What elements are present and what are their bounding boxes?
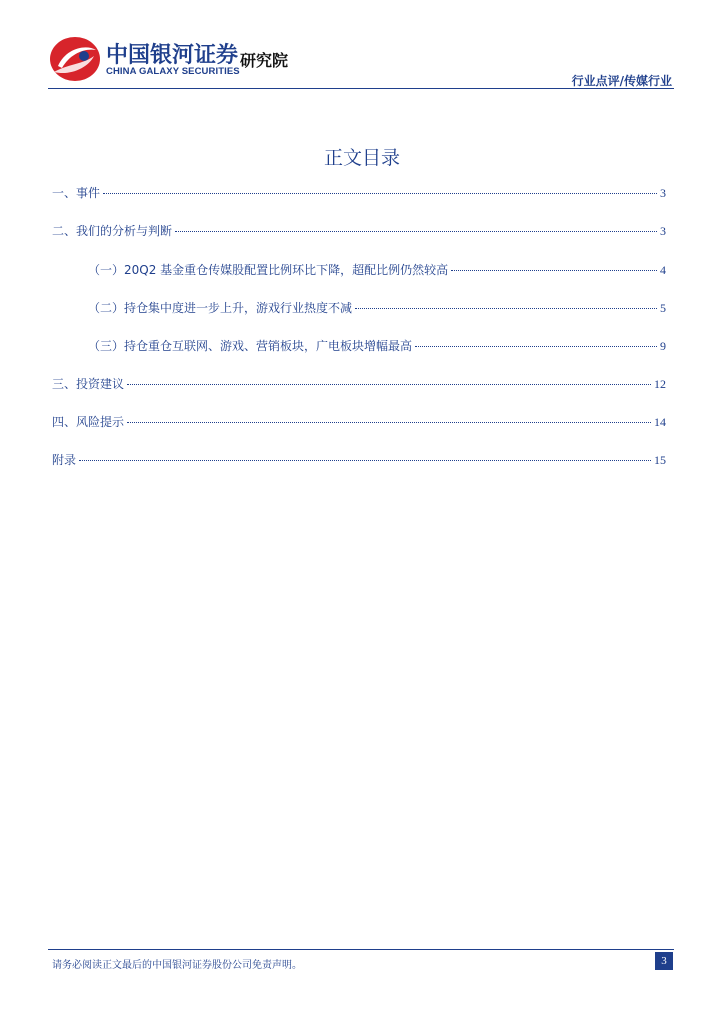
institute-name: 研究院 [240,51,289,70]
toc-item-page: 9 [660,339,666,353]
toc-leader-dots [127,384,651,385]
toc-leader-dots [103,193,657,194]
header-divider [48,88,674,89]
toc-leader-dots [127,422,651,423]
toc-leader-dots [355,308,657,309]
toc-item-sub-3[interactable] [88,337,666,357]
toc-item-label: （一）20Q2 基金重仓传媒股配置比例环比下降，超配比例仍然较高 [88,263,449,277]
toc-leader-dots [451,270,657,271]
logo-chinese-name: 中国银河证券 [106,43,239,68]
toc-item-page: 3 [660,224,666,238]
toc-item-page: 12 [654,377,666,391]
toc-item-page: 4 [660,263,666,277]
toc-leader-dots [79,460,651,461]
toc-leader-dots [415,346,657,347]
page-number: 3 [655,952,673,970]
toc-title: 正文目录 [323,147,400,169]
page-header [0,0,724,92]
logo-english-name: CHINA GALAXY SECURITIES [106,66,240,77]
toc-item-label: 附录 [52,453,77,467]
toc-item-analysis[interactable] [52,222,666,242]
toc-item-risk[interactable] [52,413,666,433]
toc-item-sub-1[interactable] [88,261,666,281]
galaxy-logo-icon [48,34,102,84]
toc-leader-dots [175,231,657,232]
toc-item-sub-2[interactable] [88,299,666,319]
toc-item-page: 14 [654,415,666,429]
toc-item-label: 四、风险提示 [52,415,125,429]
toc-item-page: 5 [660,301,666,315]
toc-item-label: 二、我们的分析与判断 [52,224,173,238]
industry-tag: 行业点评/传媒行业 [571,74,672,88]
toc-item-appendix[interactable] [52,451,666,471]
footer-disclaimer: 请务必阅读正文最后的中国银河证券股份公司免责声明。 [52,960,302,971]
toc-item-page: 3 [660,186,666,200]
company-logo [48,34,308,86]
toc-item-investment[interactable] [52,375,666,395]
toc-item-label: （三）持仓重仓互联网、游戏、营销板块，广电板块增幅最高 [88,339,413,353]
toc-item-label: （二）持仓集中度进一步上升，游戏行业热度不减 [88,301,353,315]
toc-item-event[interactable] [52,184,666,204]
footer-divider [48,949,674,950]
toc-item-label: 三、投资建议 [52,377,125,391]
toc-item-page: 15 [654,453,666,467]
toc-item-label: 一、事件 [52,186,101,200]
